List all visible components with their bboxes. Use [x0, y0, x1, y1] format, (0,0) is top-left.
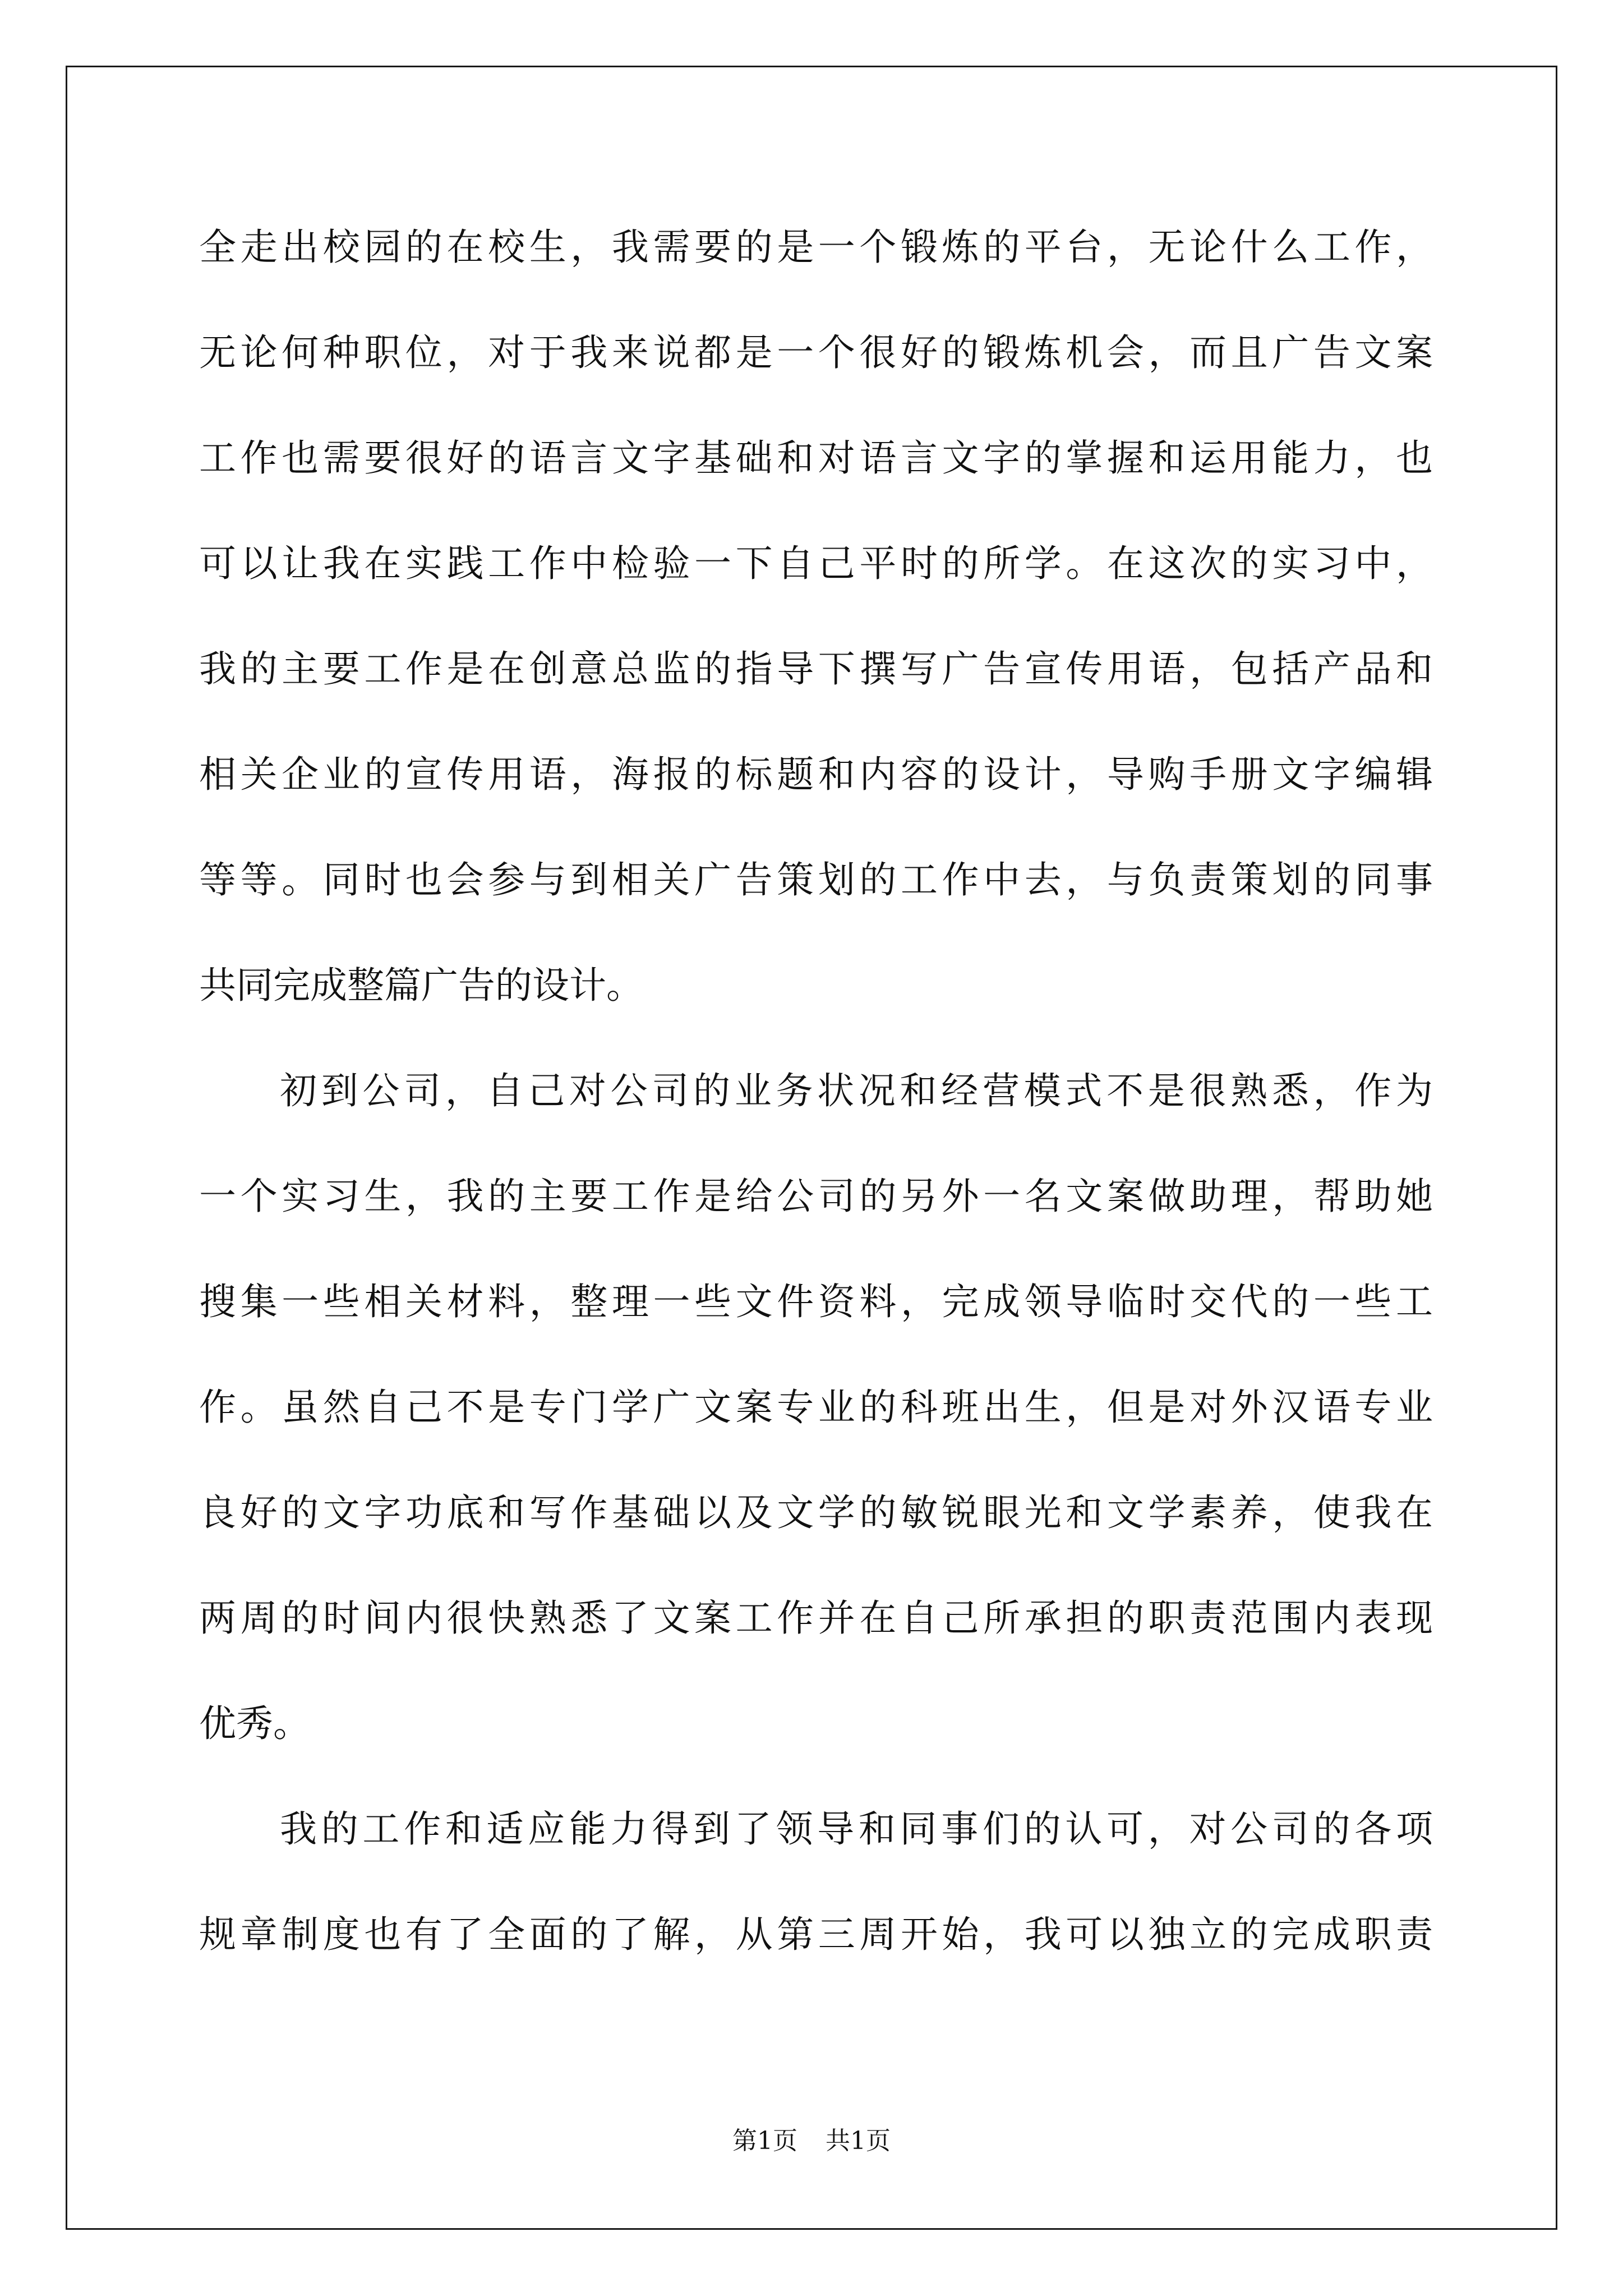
text-line: 两周的时间内很快熟悉了文案工作并在自己所承担的职责范围内表现	[199, 1596, 1433, 1640]
text-line: 工作也需要很好的语言文字基础和对语言文字的掌握和运用能力，也	[199, 436, 1433, 480]
text-line: 可以让我在实践工作中检验一下自己平时的所学。在这次的实习中，	[199, 542, 1433, 585]
document-body	[199, 195, 1433, 1987]
text-line: 无论何种职位，对于我来说都是一个很好的锻炼机会，而且广告文案	[199, 331, 1433, 374]
text-line: 一个实习生，我的主要工作是给公司的另外一名文案做助理，帮助她	[199, 1175, 1433, 1218]
text-line: 规章制度也有了全面的了解，从第三周开始，我可以独立的完成职责	[199, 1913, 1433, 1956]
paragraph-first-line: 我的工作和适应能力得到了领导和同事们的认可，对公司的各项	[280, 1807, 1433, 1851]
text-line: 等等。同时也会参与到相关广告策划的工作中去，与负责策划的同事	[199, 858, 1433, 901]
text-line: 优秀。	[199, 1702, 310, 1745]
paragraph-first-line: 初到公司，自己对公司的业务状况和经营模式不是很熟悉，作为	[280, 1069, 1433, 1112]
page-footer	[0, 2120, 1623, 2156]
text-line: 我的主要工作是在创意总监的指导下撰写广告宣传用语，包括产品和	[199, 647, 1433, 691]
text-line: 良好的文字功底和写作基础以及文学的敏锐眼光和文学素养，使我在	[199, 1491, 1433, 1534]
text-line: 相关企业的宣传用语，海报的标题和内容的设计，导购手册文字编辑	[199, 753, 1433, 796]
text-line: 作。虽然自己不是专门学广文案专业的科班出生，但是对外汉语专业	[199, 1386, 1433, 1429]
page-number-total: 共1页	[826, 2127, 891, 2155]
page-number-current: 第1页	[732, 2127, 797, 2155]
text-line: 搜集一些相关材料，整理一些文件资料，完成领导临时交代的一些工	[199, 1280, 1433, 1323]
text-line: 全走出校园的在校生，我需要的是一个锻炼的平台，无论什么工作，	[199, 226, 1433, 269]
text-line: 共同完成整篇广告的设计。	[199, 964, 643, 1007]
